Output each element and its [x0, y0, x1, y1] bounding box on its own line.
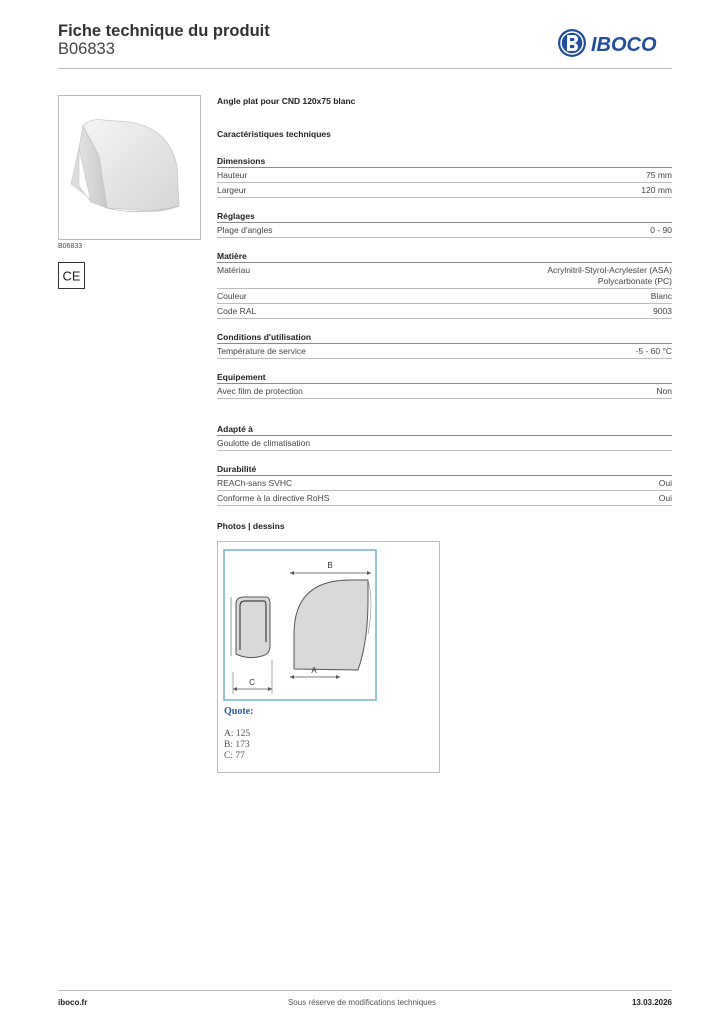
dim-label-c: C — [249, 678, 255, 687]
spec-value: Oui — [658, 493, 672, 503]
spec-row — [217, 263, 672, 289]
spec-section-title: Durabilité — [217, 463, 672, 476]
spec-value — [547, 265, 672, 287]
spec-label: Plage d'angles — [217, 225, 273, 235]
spec-value: -5 - 60 °C — [635, 346, 672, 356]
spec-value-line: Acrylnitril-Styrol-Acrylester (ASA) — [547, 265, 672, 275]
spec-section — [217, 155, 672, 198]
spec-section-title: Equipement — [217, 371, 672, 384]
spec-label: Couleur — [217, 291, 247, 301]
spec-value: 75 mm — [646, 170, 672, 180]
spec-row — [217, 476, 672, 491]
spec-value: 9003 — [653, 306, 672, 316]
footer-date: 13.03.2026 — [631, 998, 672, 1007]
spec-row — [217, 384, 672, 399]
dim-label-a: A — [311, 666, 317, 675]
header-divider — [58, 68, 672, 69]
spec-row — [217, 289, 672, 304]
product-code: B06833 — [58, 40, 115, 58]
spec-label: Largeur — [217, 185, 247, 195]
technical-drawing — [217, 541, 440, 773]
photos-heading: Photos | dessins — [217, 521, 285, 531]
spec-value-line: Polycarbonate (PC) — [597, 276, 672, 286]
spec-value: 0 - 90 — [650, 225, 672, 235]
spec-section-title: Adapté à — [217, 423, 672, 436]
spec-value: Blanc — [650, 291, 672, 301]
spec-row — [217, 183, 672, 198]
spec-section-title: Dimensions — [217, 155, 672, 168]
footer-note: Sous réserve de modifications techniques — [287, 998, 437, 1007]
spec-label: Code RAL — [217, 306, 257, 316]
spec-heading: Caractéristiques techniques — [217, 129, 331, 139]
spec-value: Oui — [658, 478, 672, 488]
spec-section — [217, 463, 672, 506]
quote-title: Quote: — [224, 706, 254, 717]
spec-label: Conforme à la directive RoHS — [217, 493, 330, 503]
quote-line: C: 77 — [224, 751, 245, 761]
spec-row — [217, 344, 672, 359]
spec-label: Goulotte de climatisation — [217, 438, 311, 448]
spec-value: 120 mm — [641, 185, 672, 195]
spec-label: Température de service — [217, 346, 306, 356]
spec-value: Non — [656, 386, 672, 396]
spec-section-title: Matière — [217, 250, 672, 263]
quote-line: B: 173 — [224, 740, 250, 750]
spec-label: Matériau — [217, 265, 251, 275]
quote-line: A: 125 — [224, 729, 251, 739]
dim-label-b: B — [327, 561, 333, 570]
spec-section — [217, 250, 672, 319]
footer-site: iboco.fr — [58, 998, 88, 1007]
spec-content — [217, 96, 672, 506]
ce-mark-text: CE — [62, 268, 81, 284]
spec-row — [217, 491, 672, 506]
brand-wordmark: IBOCO — [591, 34, 657, 56]
footer-divider — [58, 990, 672, 991]
spec-label: REACh-sans SVHC — [217, 478, 293, 488]
spec-label: Avec film de protection — [217, 386, 303, 396]
product-photo — [58, 95, 201, 240]
product-photo-caption: B06833 — [58, 243, 83, 250]
spec-row — [217, 168, 672, 183]
page-title: Fiche technique du produit — [58, 22, 270, 40]
spec-label: Hauteur — [217, 170, 248, 180]
ce-mark-icon — [58, 262, 85, 289]
spec-section — [217, 331, 672, 359]
spec-section — [217, 210, 672, 238]
spec-row — [217, 223, 672, 238]
spec-section-title: Conditions d'utilisation — [217, 331, 672, 344]
spec-section — [217, 423, 672, 451]
spec-row — [217, 436, 672, 451]
product-name: Angle plat pour CND 120x75 blanc — [217, 96, 356, 106]
spec-section — [217, 371, 672, 399]
spec-row — [217, 304, 672, 319]
spec-sections — [217, 155, 672, 506]
spec-section-title: Réglages — [217, 210, 672, 223]
iboco-logo — [557, 28, 675, 58]
